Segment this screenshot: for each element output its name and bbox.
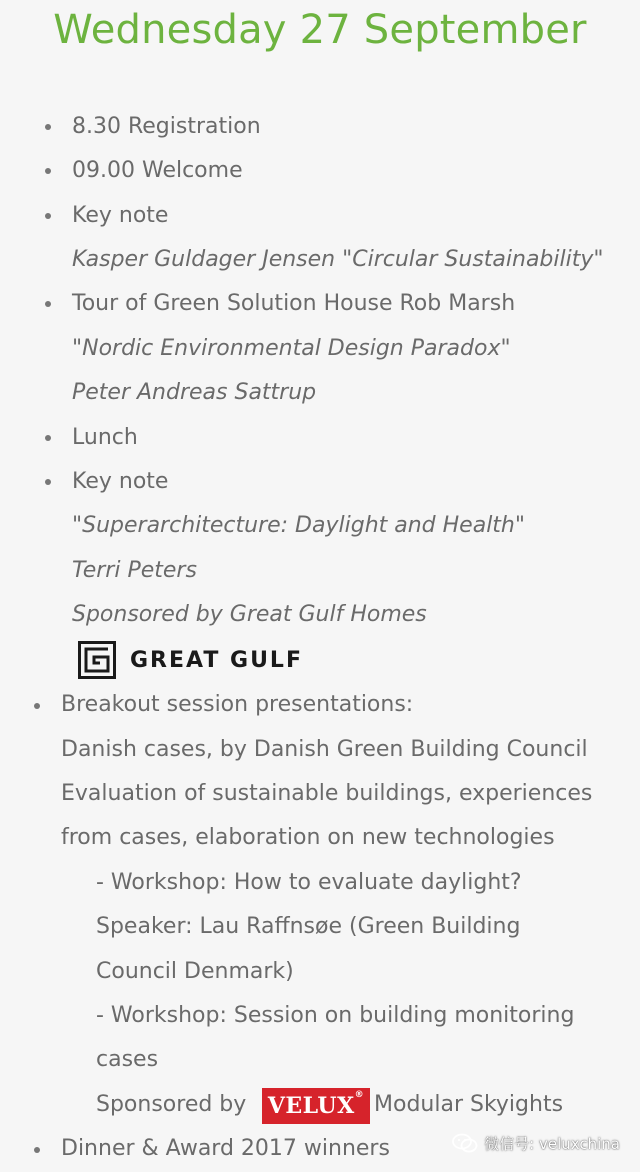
- workshop-2-title-cont: cases: [96, 1047, 159, 1072]
- bullet: [45, 213, 51, 219]
- keynote-1-speaker: Kasper Guldager Jensen "Circular Sustainability": [72, 247, 604, 272]
- velux-sponsor-suffix: Modular Skyights: [374, 1092, 564, 1117]
- agenda-keynote-2: Key note: [72, 469, 169, 494]
- bullet: [45, 435, 51, 441]
- agenda-welcome: 09.00 Welcome: [72, 158, 243, 183]
- agenda-registration: 8.30 Registration: [72, 114, 261, 139]
- bullet: [34, 703, 40, 709]
- bullet: [34, 1147, 40, 1153]
- great-gulf-wordmark: GREAT GULF: [130, 647, 303, 673]
- velux-registered-mark: ®: [354, 1090, 365, 1100]
- wechat-icon: [452, 1133, 478, 1153]
- bullet: [45, 124, 51, 130]
- keynote-2-speaker: Terri Peters: [72, 558, 197, 583]
- breakout-line-4: from cases, elaboration on new technologies: [61, 825, 555, 850]
- page-title: Wednesday 27 September: [53, 7, 587, 53]
- tour-talk-title: "Nordic Environmental Design Paradox": [72, 336, 511, 361]
- breakout-line-3: Evaluation of sustainable buildings, experiences: [61, 781, 593, 806]
- watermark-text: 微信号: veluxchina: [484, 1134, 620, 1153]
- workshop-1-title: - Workshop: How to evaluate daylight?: [96, 870, 522, 895]
- bullet: [45, 301, 51, 307]
- agenda-keynote-1: Key note: [72, 203, 169, 228]
- bullet: [45, 479, 51, 485]
- great-gulf-mark-icon: [78, 641, 116, 679]
- workshop-1-speaker-cont: Council Denmark): [96, 959, 294, 984]
- workshop-1-speaker: Speaker: Lau Raffnsøe (Green Building: [96, 914, 521, 939]
- bullet: [45, 168, 51, 174]
- workshop-2-title: - Workshop: Session on building monitoring: [96, 1003, 575, 1028]
- velux-logo: [262, 1088, 370, 1124]
- velux-wordmark: VELUX: [267, 1093, 355, 1119]
- keynote-2-talk-title: "Superarchitecture: Daylight and Health": [72, 513, 525, 538]
- agenda-tour: Tour of Green Solution House Rob Marsh: [72, 291, 516, 316]
- tour-speaker: Peter Andreas Sattrup: [72, 380, 317, 405]
- wechat-watermark: [452, 1131, 620, 1155]
- agenda-breakout: Breakout session presentations:: [61, 692, 414, 717]
- agenda-lunch: Lunch: [72, 425, 138, 450]
- velux-sponsor-prefix: Sponsored by: [96, 1092, 247, 1117]
- great-gulf-logo: [78, 640, 303, 680]
- breakout-line-2: Danish cases, by Danish Green Building Council: [61, 737, 588, 762]
- agenda-dinner: Dinner & Award 2017 winners: [61, 1136, 390, 1161]
- keynote-2-sponsor: Sponsored by Great Gulf Homes: [72, 602, 427, 627]
